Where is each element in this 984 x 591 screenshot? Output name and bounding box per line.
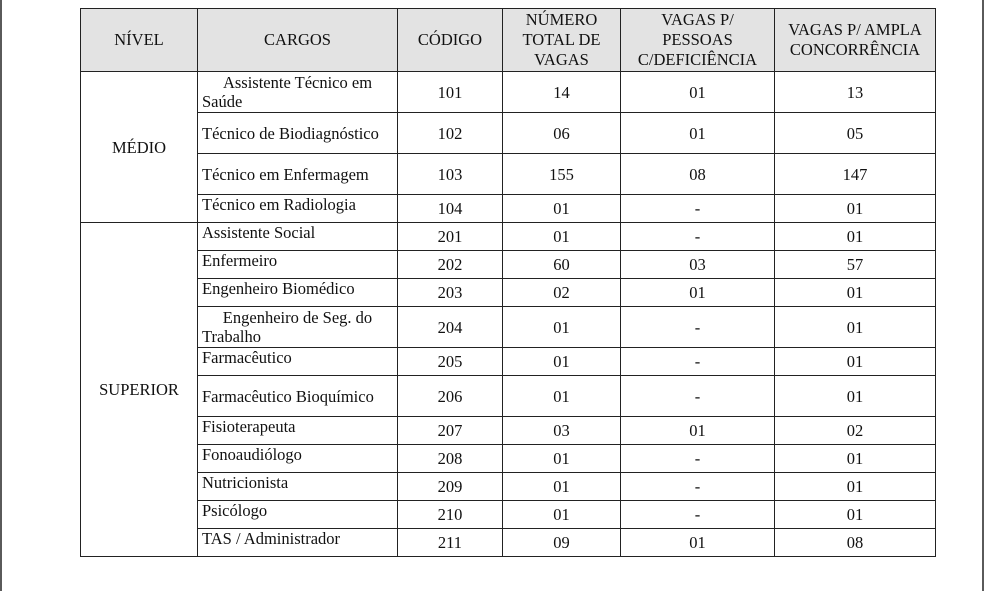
total-cell: 06: [503, 113, 621, 154]
total-cell: 03: [503, 417, 621, 445]
codigo-cell: 209: [398, 473, 503, 501]
total-cell: 02: [503, 279, 621, 307]
total-cell: 01: [503, 376, 621, 417]
total-cell: 01: [503, 348, 621, 376]
table-row: [81, 376, 936, 417]
deficiencia-cell: -: [621, 376, 775, 417]
vacancy-table: [80, 8, 936, 557]
table-row: [81, 223, 936, 251]
deficiencia-cell: -: [621, 195, 775, 223]
ampla-cell: 01: [775, 501, 936, 529]
total-cell: 01: [503, 307, 621, 348]
table-row: [81, 195, 936, 223]
ampla-cell: 147: [775, 154, 936, 195]
deficiencia-cell: -: [621, 307, 775, 348]
header-vagas-deficiencia: VAGAS P/ PESSOAS C/DEFICIÊNCIA: [621, 9, 775, 72]
deficiencia-cell: 01: [621, 279, 775, 307]
total-cell: 01: [503, 501, 621, 529]
header-vagas-ampla: VAGAS P/ AMPLA CONCORRÊNCIA: [775, 9, 936, 72]
codigo-cell: 104: [398, 195, 503, 223]
codigo-cell: 204: [398, 307, 503, 348]
deficiencia-cell: 01: [621, 529, 775, 557]
ampla-cell: 01: [775, 348, 936, 376]
codigo-cell: 203: [398, 279, 503, 307]
ampla-cell: 01: [775, 445, 936, 473]
cargo-cell: Engenheiro Biomédico: [198, 279, 398, 307]
cargo-cell: Nutricionista: [198, 473, 398, 501]
ampla-cell: 08: [775, 529, 936, 557]
codigo-cell: 201: [398, 223, 503, 251]
nivel-cell-superior: SUPERIOR: [81, 223, 198, 557]
header-total-vagas: NÚMERO TOTAL DE VAGAS: [503, 9, 621, 72]
codigo-cell: 102: [398, 113, 503, 154]
table-row: [81, 307, 936, 348]
cargo-cell: Farmacêutico: [198, 348, 398, 376]
deficiencia-cell: 03: [621, 251, 775, 279]
deficiencia-cell: -: [621, 445, 775, 473]
deficiencia-cell: 01: [621, 72, 775, 113]
total-cell: 01: [503, 445, 621, 473]
header-nivel: NÍVEL: [81, 9, 198, 72]
codigo-cell: 211: [398, 529, 503, 557]
nivel-cell-medio: MÉDIO: [81, 72, 198, 223]
total-cell: 01: [503, 223, 621, 251]
codigo-cell: 207: [398, 417, 503, 445]
header-codigo: CÓDIGO: [398, 9, 503, 72]
cargo-cell: Assistente Técnico em Saúde: [198, 72, 398, 113]
deficiencia-cell: 08: [621, 154, 775, 195]
deficiencia-cell: -: [621, 223, 775, 251]
ampla-cell: 02: [775, 417, 936, 445]
deficiencia-cell: 01: [621, 417, 775, 445]
table-header-row: [81, 9, 936, 72]
cargo-cell: TAS / Administrador: [198, 529, 398, 557]
table-row: [81, 417, 936, 445]
codigo-cell: 210: [398, 501, 503, 529]
table-row: [81, 348, 936, 376]
cargo-cell: Enfermeiro: [198, 251, 398, 279]
codigo-cell: 202: [398, 251, 503, 279]
codigo-cell: 103: [398, 154, 503, 195]
cargo-cell: Psicólogo: [198, 501, 398, 529]
codigo-cell: 208: [398, 445, 503, 473]
cargo-cell: Farmacêutico Bioquímico: [198, 376, 398, 417]
table-row: [81, 251, 936, 279]
codigo-cell: 206: [398, 376, 503, 417]
deficiencia-cell: 01: [621, 113, 775, 154]
ampla-cell: 01: [775, 223, 936, 251]
table-row: [81, 501, 936, 529]
total-cell: 01: [503, 473, 621, 501]
table-row: [81, 154, 936, 195]
deficiencia-cell: -: [621, 501, 775, 529]
deficiencia-cell: -: [621, 473, 775, 501]
codigo-cell: 205: [398, 348, 503, 376]
table-row: [81, 445, 936, 473]
cargo-cell: Fisioterapeuta: [198, 417, 398, 445]
cargo-cell: Fonoaudiólogo: [198, 445, 398, 473]
table-row: [81, 72, 936, 113]
header-cargos: CARGOS: [198, 9, 398, 72]
table-row: [81, 529, 936, 557]
ampla-cell: 01: [775, 376, 936, 417]
table-row: [81, 113, 936, 154]
ampla-cell: 05: [775, 113, 936, 154]
total-cell: 155: [503, 154, 621, 195]
page-left-border: [0, 0, 2, 591]
total-cell: 01: [503, 195, 621, 223]
ampla-cell: 01: [775, 279, 936, 307]
codigo-cell: 101: [398, 72, 503, 113]
cargo-cell: Engenheiro de Seg. do Trabalho: [198, 307, 398, 348]
deficiencia-cell: -: [621, 348, 775, 376]
table-row: [81, 473, 936, 501]
cargo-cell: Técnico em Enfermagem: [198, 154, 398, 195]
cargo-cell: Técnico em Radiologia: [198, 195, 398, 223]
cargo-cell: Técnico de Biodiagnóstico: [198, 113, 398, 154]
ampla-cell: 01: [775, 195, 936, 223]
ampla-cell: 01: [775, 473, 936, 501]
ampla-cell: 01: [775, 307, 936, 348]
total-cell: 14: [503, 72, 621, 113]
ampla-cell: 57: [775, 251, 936, 279]
total-cell: 09: [503, 529, 621, 557]
cargo-cell: Assistente Social: [198, 223, 398, 251]
ampla-cell: 13: [775, 72, 936, 113]
table-row: [81, 279, 936, 307]
total-cell: 60: [503, 251, 621, 279]
